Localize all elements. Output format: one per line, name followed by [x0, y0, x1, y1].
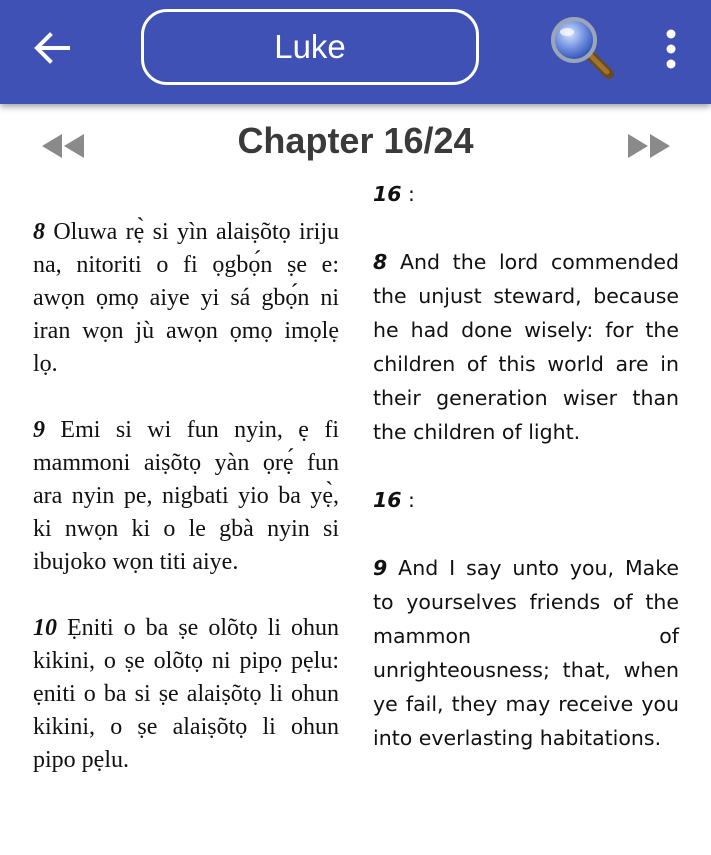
- verse-9-yoruba: [33, 414, 339, 579]
- verse-paragraph: [373, 245, 679, 449]
- chapter-title: Chapter 16/24: [237, 120, 474, 161]
- book-selector[interactable]: [141, 9, 479, 85]
- chapter-navigation: [0, 112, 711, 176]
- verse-number: 8: [33, 219, 45, 245]
- verse-text: And the lord commended the unjust steward, because he had done wisely: for the children of this world are in their generation wiser than the children of light.: [373, 250, 679, 444]
- reference-suffix: :: [401, 488, 415, 512]
- verse-number: 8: [373, 250, 388, 274]
- next-chapter-button[interactable]: [624, 132, 674, 160]
- chapter-reference: [373, 483, 679, 517]
- more-vert-icon: [656, 26, 686, 72]
- verse-number: 9: [33, 417, 45, 443]
- yoruba-text-column: [33, 216, 339, 810]
- overflow-menu-button[interactable]: [656, 26, 686, 72]
- verse-text: Emi si wi fun nyin, ẹ fi mammoni aiṣõtọ yàn ọrẹ́ fun ara nyin pe, nigbati yio ba yẹ̀, ki nwọn ki o le gbà nyin si ibujoko wọn titi aiye.: [33, 417, 339, 575]
- arrow-left-icon: [26, 22, 78, 74]
- search-button[interactable]: [545, 14, 617, 82]
- verse-8-yoruba: [33, 216, 339, 381]
- verse-8-english: [373, 177, 679, 449]
- verse-text: Oluwa rẹ̀ si yìn alaiṣõtọ iriju na, nitoriti o fi ọgbọ́n ṣe e: awọn ọmọ aiye yi sá gbọ́n ni iran wọn jù awọn ọmọ imọlẹ lọ.: [33, 219, 339, 377]
- magnifier-icon: [545, 14, 617, 82]
- verse-text: Ẹniti o ba ṣe olõtọ li ohun kikini, o ṣe olõtọ ni pipọ pẹlu: ẹniti o ba si ṣe alaiṣõtọ li ohun kikini, o ṣe alaiṣõtọ li ohun pipo pẹlu.: [33, 615, 339, 773]
- chapter-reference: [373, 177, 679, 211]
- verse-paragraph: [373, 551, 679, 755]
- reference-suffix: :: [401, 182, 415, 206]
- verse-number: 10: [33, 615, 57, 641]
- reference-number: 16: [373, 182, 402, 206]
- verse-10-yoruba: [33, 612, 339, 777]
- book-title: Luke: [274, 28, 346, 65]
- fast-forward-icon: [624, 132, 674, 160]
- verse-9-english: [373, 483, 679, 755]
- verse-number: 9: [373, 556, 388, 580]
- english-text-column: [373, 177, 679, 789]
- app-bar: [0, 0, 711, 104]
- back-button[interactable]: [26, 22, 78, 74]
- verse-text: And I say unto you, Make to yourselves friends of the mammon of unrighteousness; that, when ye fail, they may receive you into everlasting habitations.: [373, 556, 679, 750]
- reference-number: 16: [373, 488, 402, 512]
